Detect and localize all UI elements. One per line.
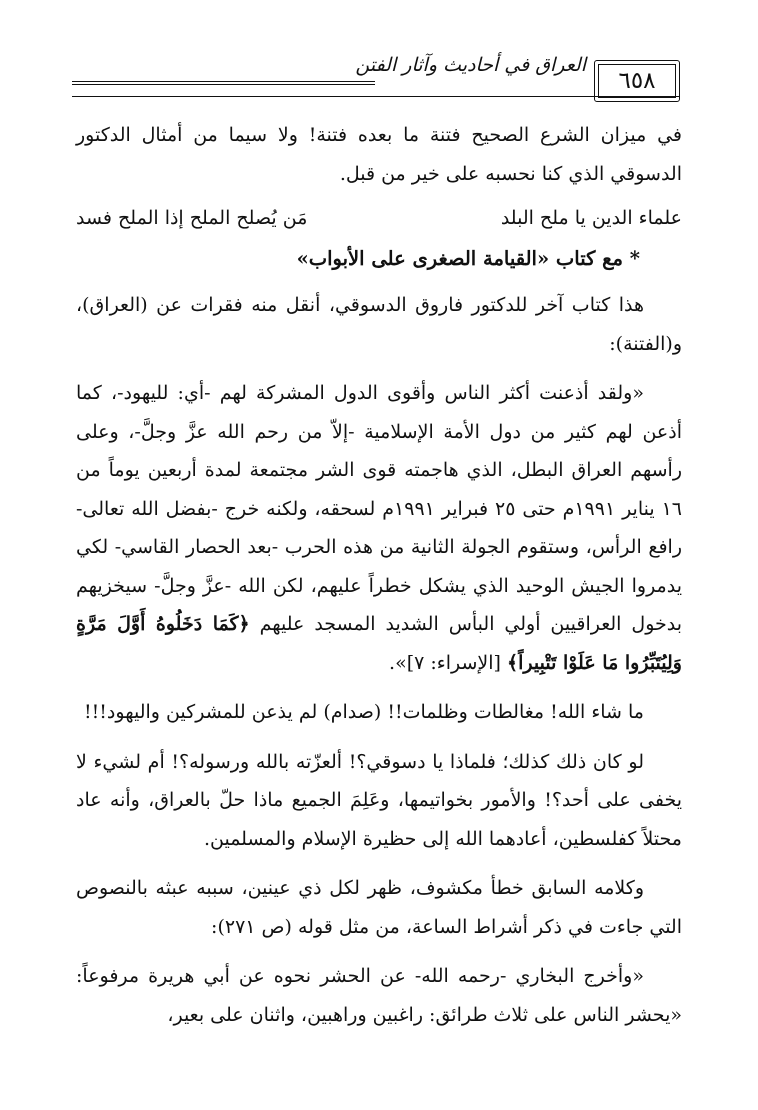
verse-reference: [الإسراء: ٧]». [389,651,501,674]
quote-text: «ولقد أذعنت أكثر الناس وأقوى الدول المشركة لهم -أي: لليهود-، كما أذعن لهم كثير من دول الأمة الإسلامية -إلاّ من رحم الله عزَّ وجلَّ-، وعلى رأسهم العراق البطل، الذي هاجمته قوى الشر مجتمعة لمدة أربعين يوماً من ١٦ يناير ١٩٩١م حتى ٢٥ فبراير ١٩٩١م لسحقه، ولكنه خرج -بفضل الله تعالى- رافع الرأس، وستقوم الجولة الثانية من هذه الحرب -بعد الحصار القاسي- لكي يدمروا الجيش الوحيد الذي يشكل خطراً عليهم، لكن الله -عزَّ وجلَّ- سيخزيهم بدخول العراقيين أولي البأس الشديد المسجد عليهم [76,382,683,635]
section-heading [76,240,682,278]
poem-verse [76,199,682,237]
paragraph-5: لو كان ذلك كذلك؛ فلماذا يا دسوقي؟! ألعزّته بالله ورسوله؟! أم لشيء لا يخفى على أحد؟! والأمور بخواتيمها، وعَلِمَ الجميع ماذا حلّ بالعراق، وأنه عاد محتلاً كفلسطين، أعادهما الله إلى حظيرة الإسلام والمسلمين. [76,750,682,850]
section-heading-text: مع كتاب «القيامة الصغرى على الأبواب» [296,247,623,270]
paragraph-1: في ميزان الشرع الصحيح فتنة ما بعده فتنة! ولا سيما من أمثال الدكتور الدسوقي الذي كنا نحسبه على خير من قبل. [76,124,682,185]
paragraph-7: «وأخرج البخاري -رحمه الله- عن الحشر نحوه عن أبي هريرة مرفوعاً: «يحشر الناس على ثلاث طرائق: راغبين وراهبين، واثنان على بعير، [76,965,682,1026]
header-divider [72,96,680,97]
paragraph-4: ما شاء الله! مغالطات وظلمات!! (صدام) لم يذعن للمشركين واليهود!!! [84,701,644,723]
quran-verse: ﴿كَمَا دَخَلُوهُ أَوَّلَ مَرَّةٍ وَلِيُتَبِّرُوا مَا عَلَوْا تَتْبِيراً﴾ [76,613,682,674]
running-header [70,52,690,102]
running-title: العراق في أحاديث وآثار الفتن [355,54,586,76]
asterisk-marker: * [629,247,640,270]
header-rule-inner [72,84,375,85]
paragraph-3-quote [76,374,682,682]
header-rule [72,81,375,82]
page-number: ٦٥٨ [598,64,676,98]
paragraph-6: وكلامه السابق خطأ مكشوف، ظهر لكل ذي عينين، سببه عبثه بالنصوص التي جاءت في ذكر أشراط الساعة، من مثل قوله (ص ٢٧١): [76,877,682,938]
paragraph-2: هذا كتاب آخر للدكتور فاروق الدسوقي، أنقل منه فقرات عن (العراق)، و(الفتنة): [76,294,682,355]
page-body [76,116,682,1045]
poem-second-hemistich: مَن يُصلح الملح إذا الملح فسد [76,207,308,229]
poem-first-hemistich: علماء الدين يا ملح البلد [500,207,682,229]
